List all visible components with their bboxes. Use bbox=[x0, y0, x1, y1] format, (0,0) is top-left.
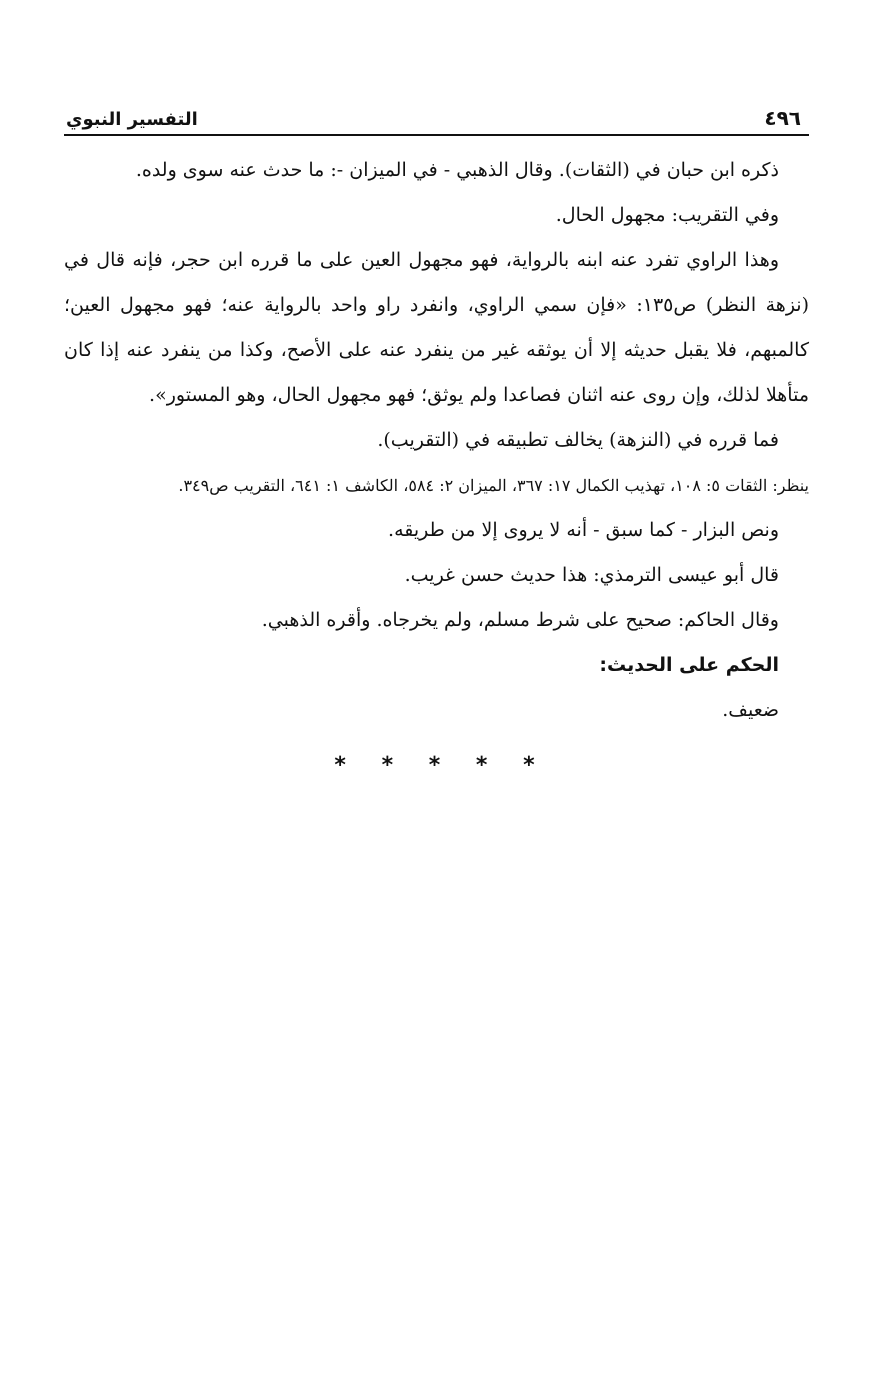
page-number: ٤٩٦ bbox=[764, 106, 801, 130]
running-header bbox=[64, 98, 809, 136]
ruling-text: ضعيف. bbox=[722, 699, 779, 721]
paragraph: وقال الحاكم: صحيح على شرط مسلم، ولم يخرجاه. وأقره الذهبي. bbox=[261, 609, 779, 631]
paragraph: ونص البزار - كما سبق - أنه لا يروى إلا من طريقه. bbox=[388, 519, 779, 541]
paragraph: وهذا الراوي تفرد عنه ابنه بالرواية، فهو مجهول العين على ما قرره ابن حجر، فإنه قال في (نزهة النظر) ص١٣٥: «فإن سمي الراوي، وانفرد راو واحد بالرواية عنه؛ فهو مجهول العين؛ كالمبهم، فلا يقبل حديثه إلا أن يوثقه غير من ينفرد عنه على الأصح، وكذا من ينفرد عنه إذا كان متأهلا لذلك، وإن روى عنه اثنان فصاعدا ولم يوثق؛ فهو مجهول الحال، وهو المستور». bbox=[64, 249, 810, 406]
paragraph: فما قرره في (النزهة) يخالف تطبيقه في (التقريب). bbox=[377, 429, 779, 451]
body-text bbox=[64, 148, 809, 788]
paragraph: ذكره ابن حبان في (الثقات). وقال الذهبي - في الميزان -: ما حدث عنه سوى ولده. bbox=[135, 159, 779, 181]
book-title: التفسير النبوي bbox=[66, 109, 198, 130]
references-note: ينظر: الثقات ٥: ١٠٨، تهذيب الكمال ١٧: ٣٦٧، الميزان ٢: ٥٨٤، الكاشف ١: ٦٤١، التقريب ص٣٤٩. bbox=[178, 476, 809, 495]
paragraph: قال أبو عيسى الترمذي: هذا حديث حسن غريب. bbox=[404, 564, 779, 586]
paragraph: وفي التقريب: مجهول الحال. bbox=[555, 204, 779, 226]
ruling-heading: الحكم على الحديث: bbox=[599, 654, 779, 676]
section-separator: * * * * * bbox=[334, 753, 549, 778]
book-page bbox=[64, 98, 809, 1358]
